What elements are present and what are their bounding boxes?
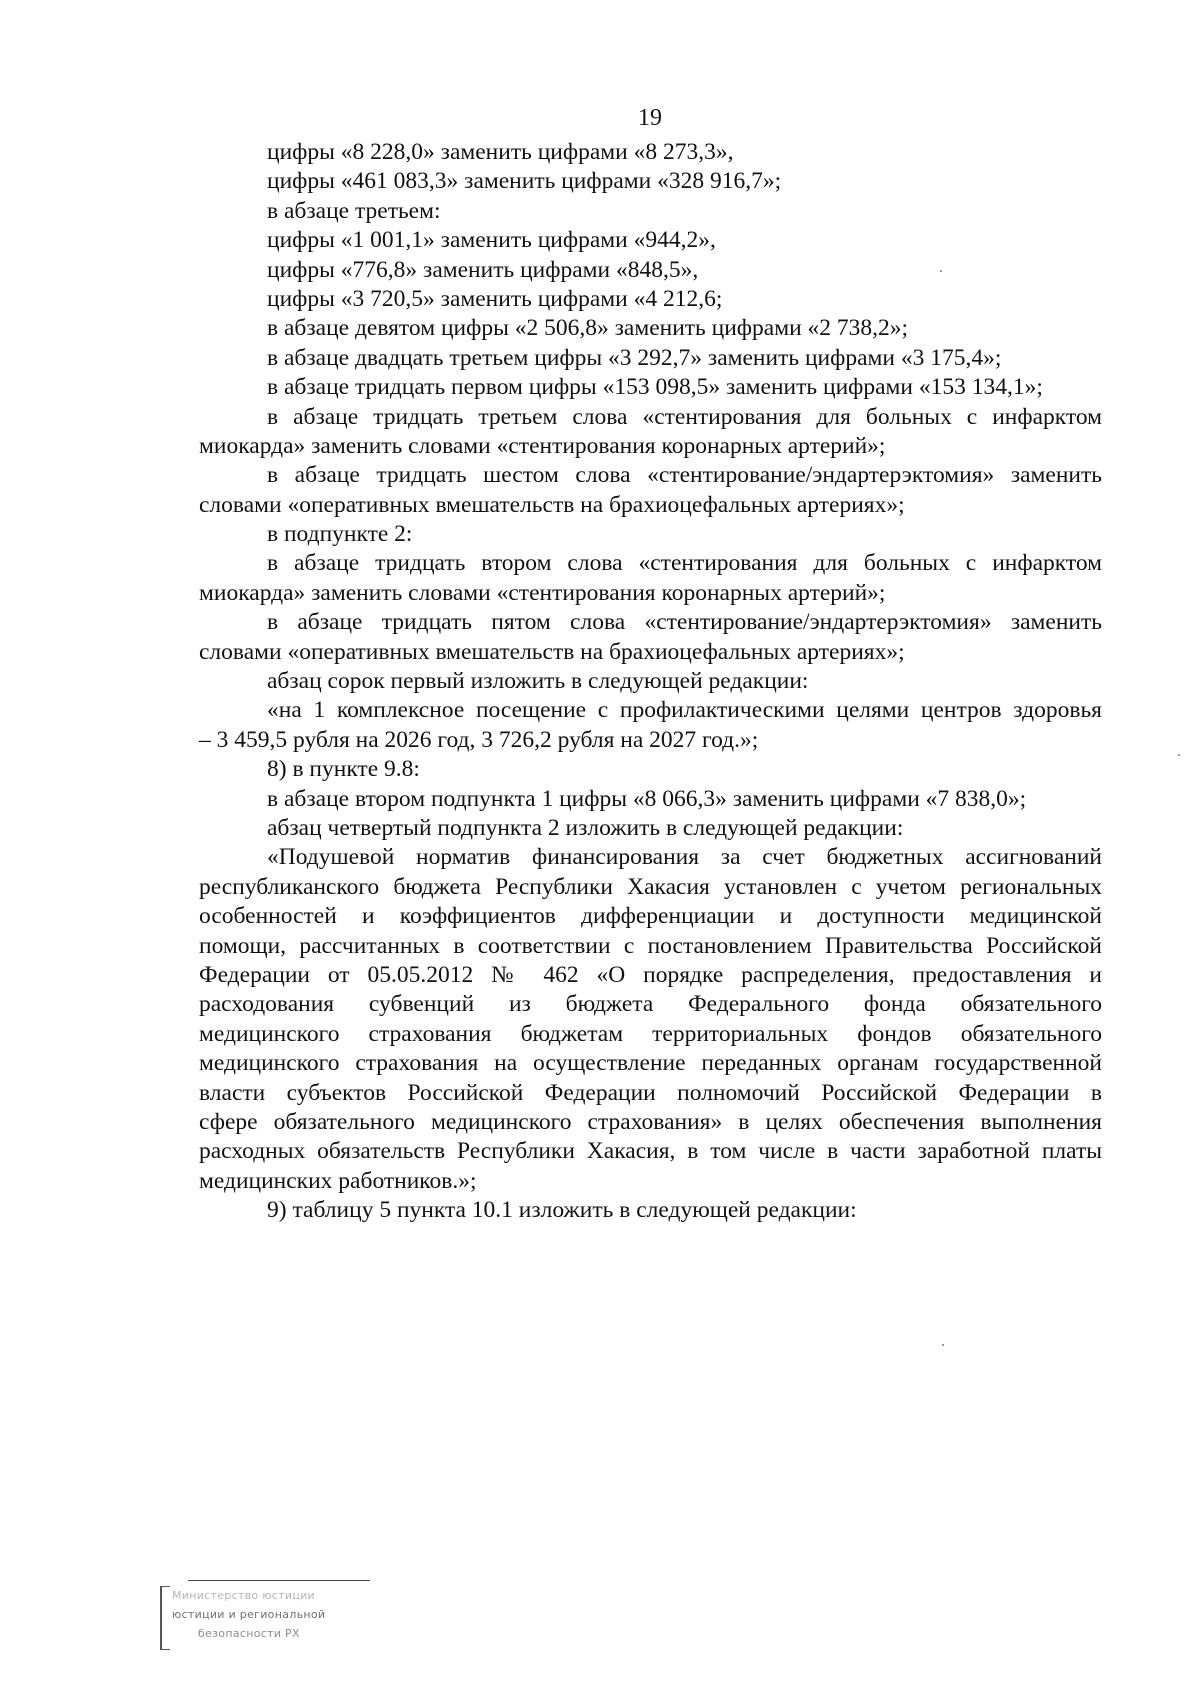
text-line: в абзаце тридцать втором слова «стентирования для больных с инфарктом bbox=[267, 550, 1102, 577]
text-line: в абзаце девятом цифры «2 506,8» заменить цифрами «2 738,2»; bbox=[267, 315, 909, 342]
text-line: расходования субвенций из бюджета Федерального фонда обязательного bbox=[199, 991, 1102, 1018]
text-line: «Подушевой норматив финансирования за счет бюджетных ассигнований bbox=[267, 844, 1102, 871]
text-line: 8) в пункте 9.8: bbox=[267, 756, 420, 783]
text-line: помощи, рассчитанных в соответствии с постановлением Правительства Российской bbox=[199, 932, 1102, 959]
text-line: в абзаце третьем: bbox=[267, 197, 441, 224]
text-line: словами «оперативных вмешательств на брахиоцефальных артериях»; bbox=[199, 491, 905, 518]
text-line: абзац сорок первый изложить в следующей редакции: bbox=[267, 668, 809, 695]
text-line: в абзаце тридцать третьем слова «стентирования для больных с инфарктом bbox=[267, 403, 1102, 430]
text-line: цифры «3 720,5» заменить цифрами «4 212,6; bbox=[267, 285, 723, 312]
document-body bbox=[199, 138, 1102, 1225]
stamp-text-line: безопасности РХ bbox=[198, 1627, 300, 1640]
text-line: в абзаце втором подпункта 1 цифры «8 066,3» заменить цифрами «7 838,0»; bbox=[267, 785, 1027, 812]
text-line: республиканского бюджета Республики Хакасия установлен с учетом региональных bbox=[199, 873, 1102, 900]
text-line: Федерации от 05.05.2012 № 462 «О порядке распределения, предоставления и bbox=[199, 961, 1102, 988]
text-line: «на 1 комплексное посещение с профилактическими целями центров здоровья bbox=[267, 697, 1102, 724]
text-line: цифры «776,8» заменить цифрами «848,5», bbox=[267, 256, 699, 283]
text-line: медицинского страхования бюджетам территориальных фондов обязательного bbox=[199, 1020, 1102, 1047]
scan-speck bbox=[942, 1344, 944, 1346]
text-line: словами «оперативных вмешательств на брахиоцефальных артериях»; bbox=[199, 638, 905, 665]
stamp-rule bbox=[188, 1580, 370, 1581]
text-line: власти субъектов Российской Федерации полномочий Российской Федерации в bbox=[199, 1079, 1102, 1106]
text-line: миокарда» заменить словами «стентирования коронарных артерий»; bbox=[199, 579, 886, 606]
text-line: медицинского страхования на осуществление переданных органам государственной bbox=[199, 1050, 1102, 1077]
text-line: в абзаце тридцать первом цифры «153 098,5» заменить цифрами «153 134,1»; bbox=[267, 374, 1043, 401]
text-line: цифры «8 228,0» заменить цифрами «8 273,3», bbox=[267, 139, 734, 165]
text-line: в абзаце тридцать пятом слова «стентирование/эндартерэктомия» заменить bbox=[267, 609, 1102, 636]
text-line: цифры «461 083,3» заменить цифрами «328 916,7»; bbox=[267, 168, 782, 195]
text-line: в абзаце двадцать третьем цифры «3 292,7» заменить цифрами «3 175,4»; bbox=[267, 344, 1002, 371]
stamp-text-line: Министерство юстиции bbox=[172, 1589, 316, 1602]
registration-stamp bbox=[158, 1580, 373, 1656]
text-line: особенностей и коэффициентов дифференциации и доступности медицинской bbox=[199, 903, 1102, 930]
text-line: медицинских работников.»; bbox=[199, 1167, 477, 1194]
text-line: в подпункте 2: bbox=[267, 521, 413, 548]
text-line: в абзаце тридцать шестом слова «стентирование/эндартерэктомия» заменить bbox=[267, 462, 1102, 489]
text-line: 9) таблицу 5 пункта 10.1 изложить в следующей редакции: bbox=[267, 1197, 857, 1224]
text-line: цифры «1 001,1» заменить цифрами «944,2», bbox=[267, 227, 716, 254]
text-line: расходных обязательств Республики Хакасия, в том числе в части заработной платы bbox=[199, 1138, 1102, 1165]
stamp-bracket bbox=[160, 1586, 170, 1650]
stamp-text-line: юстиции и региональной bbox=[172, 1608, 326, 1621]
text-line: миокарда» заменить словами «стентирования коронарных артерий»; bbox=[199, 432, 886, 459]
text-line: абзац четвертый подпункта 2 изложить в следующей редакции: bbox=[267, 814, 904, 841]
page-number: 19 bbox=[638, 105, 662, 131]
scan-speck bbox=[940, 270, 942, 272]
scan-speck bbox=[1178, 754, 1180, 756]
text-line: сфере обязательного медицинского страхования» в целях обеспечения выполнения bbox=[199, 1108, 1102, 1135]
text-line: – 3 459,5 рубля на 2026 год, 3 726,2 рубля на 2027 год.»; bbox=[199, 726, 759, 753]
